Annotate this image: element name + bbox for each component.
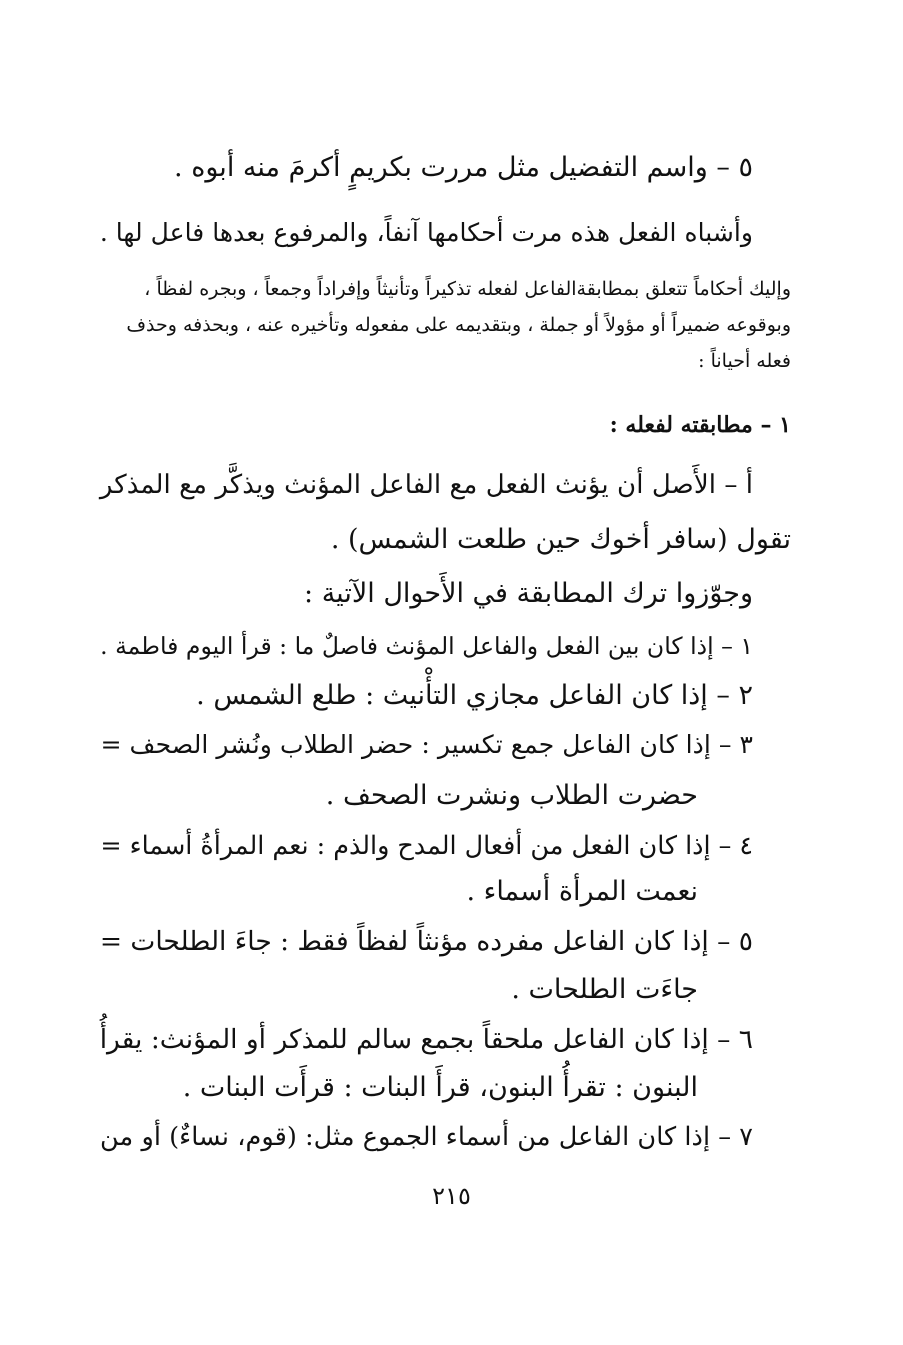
rules-paragraph-line-3: فعله أحياناً : — [698, 350, 791, 372]
case-2: ٢ – إذا كان الفاعل مجازي التأْنيث : طلع الشمس . — [196, 680, 753, 711]
paragraph-a-line-2: تقول (سافر أخوك حين طلعت الشمس) . — [330, 524, 791, 555]
case-4-line-2: نعمت المرأة أسماء . — [466, 876, 698, 907]
case-6-line-1: ٦ – إذا كان الفاعل ملحقاً بجمع سالم للمذكر أو المؤنث: يقرأُ — [99, 1024, 753, 1055]
section-heading: ١ – مطابقته لفعله : — [609, 412, 791, 438]
case-7-line-1: ٧ – إذا كان الفاعل من أسماء الجموع مثل: (قوم، نساءٌ) أو من — [100, 1122, 753, 1152]
case-1: ١ – إذا كان بين الفعل والفاعل المؤنث فاصلٌ ما : قرأ اليوم فاطمة . — [100, 632, 753, 660]
case-5-line-2: جاءَت الطلحات . — [511, 974, 698, 1005]
case-3-line-1: ٣ – إذا كان الفاعل جمع تكسير : حضر الطلاب ونُشر الصحف = — [100, 730, 753, 759]
intro-item-5: ٥ – واسم التفضيل مثل مررت بكريمٍ أكرمَ منه أبوه . — [174, 152, 753, 183]
case-5-line-1: ٥ – إذا كان الفاعل مفرده مؤنثاً لفظاً فقط : جاءَ الطلحات = — [99, 926, 753, 957]
paragraph-a-line-1: أ – الأَصل أن يؤنث الفعل مع الفاعل المؤنث ويذكَّر مع المذكر — [99, 470, 753, 500]
rules-paragraph-line-2: وبوقوعه ضميراً أو مؤولاً أو جملة ، وبتقديمه على مفعوله وتأخيره عنه ، وبحذفه وحذف — [126, 314, 791, 336]
page-number: ٢١٥ — [432, 1182, 471, 1210]
case-6-line-2: البنون : تقرأُ البنون، قرأَ البنات : قرأَت البنات . — [182, 1072, 698, 1103]
case-3-line-2: حضرت الطلاب ونشرت الصحف . — [325, 780, 698, 811]
case-4-line-1: ٤ – إذا كان الفعل من أفعال المدح والذم : نعم المرأةُ أسماء = — [100, 830, 753, 860]
intro-similar-verbs: وأشباه الفعل هذه مرت أحكامها آنفاً، والمرفوع بعدها فاعل لها . — [99, 218, 753, 247]
rules-paragraph-line-1: وإليك أحكاماً تتعلق بمطابقةالفاعل لفعله تذكيراً وتأنيثاً وإفراداً وجمعاً ، وبجره لفظاً ، — [144, 278, 791, 300]
allowed-cases-intro: وجوّزوا ترك المطابقة في الأَحوال الآتية : — [304, 578, 753, 609]
